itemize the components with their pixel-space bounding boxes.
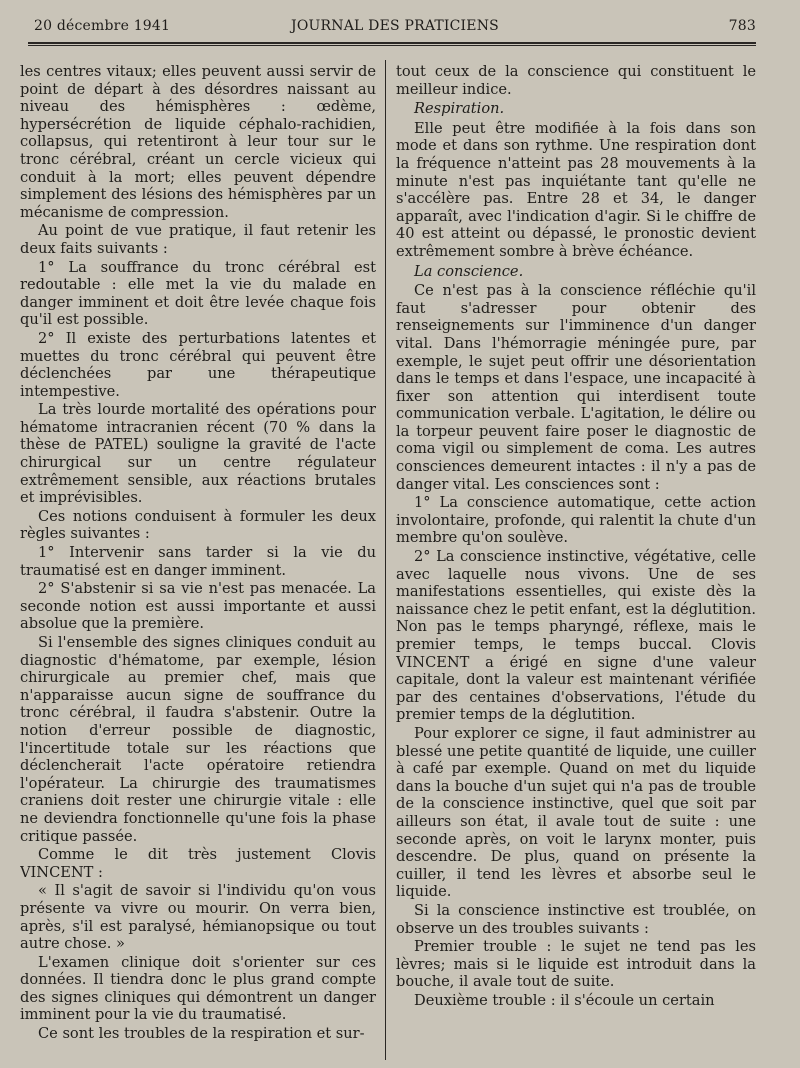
paragraph: 2° Il existe des perturbations latentes et muettes du tronc cérébral qui peuvent être déclenchées par une thérapeutique intempestive. [20,329,376,400]
header-journal-title: JOURNAL DES PRATICIENS [291,18,499,34]
paragraph: Comme le dit très justement Clovis VINCENT : [20,846,376,881]
header-date: 20 décembre 1941 [34,18,171,34]
paragraph: Ces notions conduisent à formuler les deux règles suivantes : [20,507,376,543]
paragraph: Si l'ensemble des signes cliniques conduit au diagnostic d'hématome, par exemple, lésion chirurgicale au premier chef, mais que n'apparaisse aucun signe de souffrance du tronc cérébral, il faudra s'abstenir. Outre la notion d'erreur possible de diagnostic, l'incertitude totale sur les réactions que déclencherait l'acte opératoire retiendra l'opérateur. La chirurgie des traumatismes craniens doit rester une chirurgie vitale : elle ne deviendra fonctionnelle qu'une fois la phase critique passée. [20,634,376,845]
paragraph: Ce sont les troubles de la respiration et sur- [38,1025,365,1043]
header-rule-thin [28,45,756,46]
paragraph: Elle peut être modifiée à la fois dans son mode et dans son rythme. Une respiration dont la fréquence n'atteint pas 28 mouvements à la minute n'est pas inquiétante tant qu'elle ne s'accélère pas. Entre 28 et 34, le danger apparaît, avec l'indication d'agir. Si le chiffre de 40 est atteint ou dépassé, le pronostic devient extrêmement sombre à brève échéance. [396,119,756,260]
paragraph: Premier trouble : le sujet ne tend pas les lèvres; mais si le liquide est introduit dans la bouche, il avale tout de suite. [396,938,756,991]
paragraph: La très lourde mortalité des opérations pour hématome intracranien récent (70 % dans la thèse de PATEL) souligne la gravité de l'acte chirurgical sur un centre régulateur extrêmement sensible, aux réactions brutales et imprévisibles. [20,401,376,507]
header-rule [28,42,756,44]
paragraph: les centres vitaux; elles peuvent aussi servir de point de départ à des désordres naissant au niveau des hémisphères : œdème, hypersécrétion de liquide céphalo-rachidien, collapsus, qui retentiront à leur tour sur le tronc cérébral, créant un cercle vicieux qui conduit à la mort; elles peuvent dépendre simplement des lésions des hémisphères par un mécanisme de compression. [20,63,376,221]
right-column [396,63,756,1063]
paragraph: 2° La conscience instinctive, végétative, celle avec laquelle nous vivons. Une de ses manifestations essentielles, qui existe dès la naissance chez le petit enfant, est la déglutition. Non pas le temps pharyngé, réflexe, mais le premier temps, le temps buccal. Clovis VINCENT a érigé en signe d'une valeur capitale, dont la valeur est maintenant vérifiée par des centaines d'observations, l'étude du premier temps de la déglutition. [396,548,756,724]
left-column [20,63,376,1063]
column-divider [385,60,386,1060]
paragraph: Si la conscience instinctive est troublée, on observe un des troubles suivants : [396,901,756,937]
paragraph: 1° Intervenir sans tarder si la vie du traumatisé est en danger imminent. [20,544,376,579]
running-header [34,18,756,40]
section-heading-respiration: Respiration. [414,100,505,118]
paragraph: Au point de vue pratique, il faut retenir les deux faits suivants : [20,222,376,257]
paragraph: L'examen clinique doit s'orienter sur ces données. Il tiendra donc le plus grand compte des signes cliniques qui démontrent un danger imminent pour la vie du traumatisé. [20,953,376,1024]
paragraph: Deuxième trouble : il s'écoule un certain [414,991,715,1009]
quotation: « Il s'agit de savoir si l'individu qu'on vous présente va vivre ou mourir. On verra bien, après, s'il est paralysé, hémianopsique ou tout autre chose. » [20,882,376,953]
section-heading-conscience: La conscience. [414,262,524,280]
paragraph: 1° La souffrance du tronc cérébral est redoutable : elle met la vie du malade en danger imminent et doit être levée chaque fois qu'il est possible. [20,258,376,329]
paragraph: Pour explorer ce signe, il faut administrer au blessé une petite quantité de liquide, une cuiller à café par exemple. Quand on met du liquide dans la bouche d'un sujet qui n'a pas de trouble de la conscience instinctive, quel que soit par ailleurs son état, il avale tout de suite : une seconde après, on voit le larynx monter, puis descendre. De plus, quand on présente la cuiller, il tend les lèvres et absorbe seul le liquide. [396,724,756,901]
header-page-number: 783 [728,18,756,34]
paragraph: Ce n'est pas à la conscience réfléchie qu'il faut s'adresser pour obtenir des renseignements sur l'imminence d'un danger vital. Dans l'hémorragie méningée pure, par exemple, le sujet peut offrir une désorientation dans le temps et dans l'espace, une incapacité à fixer son attention qui interdisent toute communication verbale. L'agitation, le délire ou la torpeur peuvent faire poser le diagnostic de coma vigil ou simplement de coma. Les autres consciences demeurent intactes : il n'y a pas de danger vital. Les consciences sont : [396,282,756,493]
paragraph: 1° La conscience automatique, cette action involontaire, profonde, qui ralentit la chute d'un membre qu'on soulève. [396,494,756,547]
paragraph: 2° S'abstenir si sa vie n'est pas menacée. La seconde notion est aussi importante et aussi absolue que la première. [20,580,376,633]
paragraph: tout ceux de la conscience qui constituent le meilleur indice. [396,63,756,98]
